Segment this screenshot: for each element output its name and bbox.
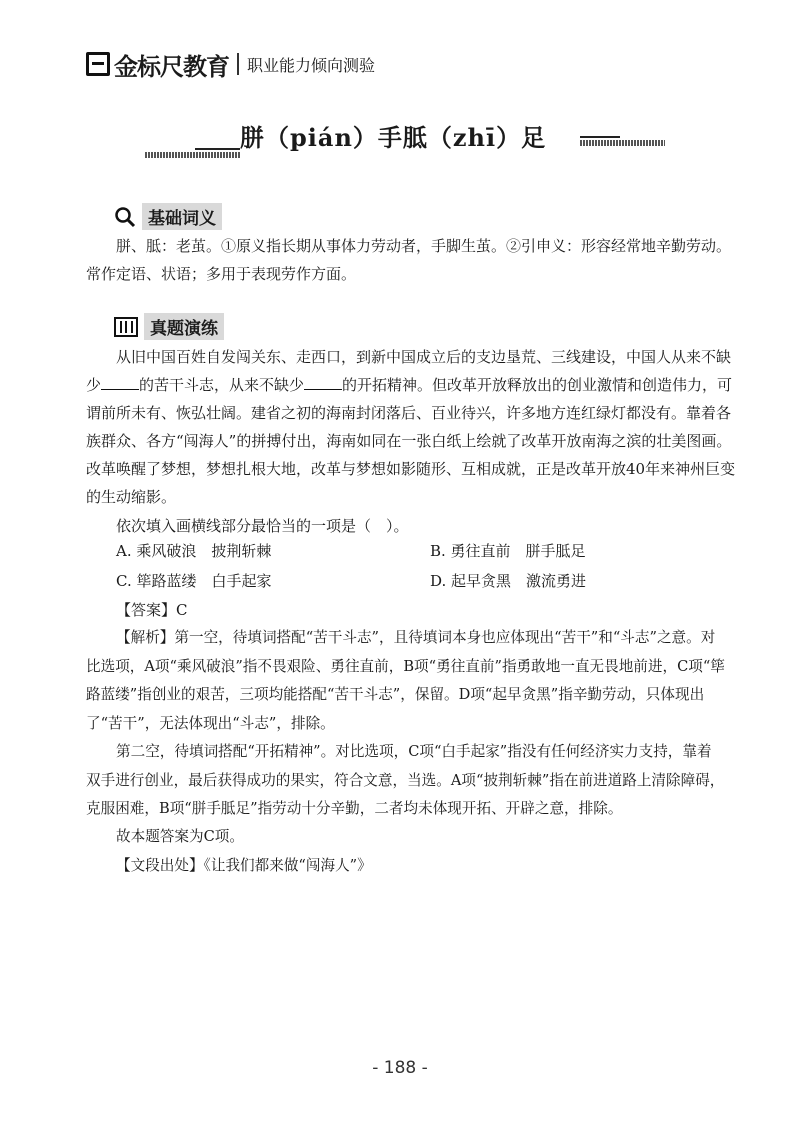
section-practice xyxy=(114,313,224,340)
option-d: D. 起早贪黑 激流勇进 xyxy=(430,572,587,590)
title-decoration-left xyxy=(145,152,240,158)
title-decoration-right xyxy=(580,140,665,146)
option-c: C. 筚路蓝缕 白手起家 xyxy=(116,572,272,590)
page-number: - 188 - xyxy=(372,1058,428,1078)
header-subtitle: 职业能力倾向测验 xyxy=(247,55,376,75)
analysis-paragraph-1: 【解析】第一空，待填词搭配“苦干斗志”，且待填词本身也应体现出“苦干”和“斗志”之意。对比选项，A项“乘风破浪”指不畏艰险、勇往直前，B项“勇往直前”指勇敢地一直无畏地前进，C项“筚路蓝缕”指创业的艰苦，三项均能搭配“苦干斗志”，保留。D项“起早贪黑”指辛勤劳动，只体现出了“苦干”，无法体现出“斗志”，排除。 xyxy=(86,629,725,732)
source-citation: 【文段出处】《让我们都来做“闯海人”》 xyxy=(116,857,372,874)
definition-text: 胼、胝：老茧。①原义指长期从事体力劳动者，手脚生茧。②引申义：形容经常地辛勤劳动。常作定语、状语；多用于表现劳作方面。 xyxy=(86,237,732,283)
passage-part: 的苦干斗志，从来不缺少 xyxy=(139,376,305,394)
page-title: 胼（pián）手胝（zhī）足 xyxy=(240,123,547,152)
blank-1 xyxy=(101,375,139,390)
option-a: A. 乘风破浪 披荆斩棘 xyxy=(116,542,272,560)
page-header xyxy=(86,46,375,82)
brand-name: 金标尺教育 xyxy=(114,52,229,81)
option-b: B. 勇往直前 胼手胝足 xyxy=(430,542,586,560)
question-passage xyxy=(86,343,736,511)
answer-line: 【答案】C xyxy=(116,601,188,619)
analysis-paragraph-2: 第二空，待填词搭配“开拓精神”。对比选项，C项“白手起家”指没有任何经济实力支持，靠着双手进行创业，最后获得成功的果实，符合文意，当选。A项“披荆斩棘”指在前进道路上清除障碍，克服困难，B项“胼手胝足”指劳动十分辛勤，二者均未体现开拓、开辟之意，排除。 xyxy=(86,743,725,817)
passage-part: 从旧中国百姓自发闯关东、走西口，到新中国成立后的支边垦荒、三线建设，中国人从来不缺少 xyxy=(86,348,732,394)
section-label: 真题演练 xyxy=(144,313,224,340)
analysis-conclusion: 故本题答案为C项。 xyxy=(116,828,244,845)
question-prompt: 依次填入画横线部分最恰当的一项是（ ）。 xyxy=(116,517,409,535)
logo-icon xyxy=(86,52,110,76)
section-basic-meaning xyxy=(114,203,222,230)
title-row xyxy=(145,118,665,158)
search-icon xyxy=(114,206,136,228)
blank-2 xyxy=(304,375,342,390)
header-divider xyxy=(237,53,239,75)
equalizer-icon xyxy=(114,317,138,337)
section-label: 基础词义 xyxy=(142,203,222,230)
passage-part: 的开拓精神。但改革开放释放出的创业激情和创造伟力，可谓前所未有、恢弘壮阔。建省之初的海南封闭落后、百业待兴，许多地方连红绿灯都没有。靠着各族群众、各方“闯海人”的拼搏付出，海南如同在一张白纸上绘就了改革开放南海之滨的壮美图画。改革唤醒了梦想，梦想扎根大地，改革与梦想如影随形、互相成就，正是改革开放40年来神州巨变的生动缩影。 xyxy=(86,376,736,506)
